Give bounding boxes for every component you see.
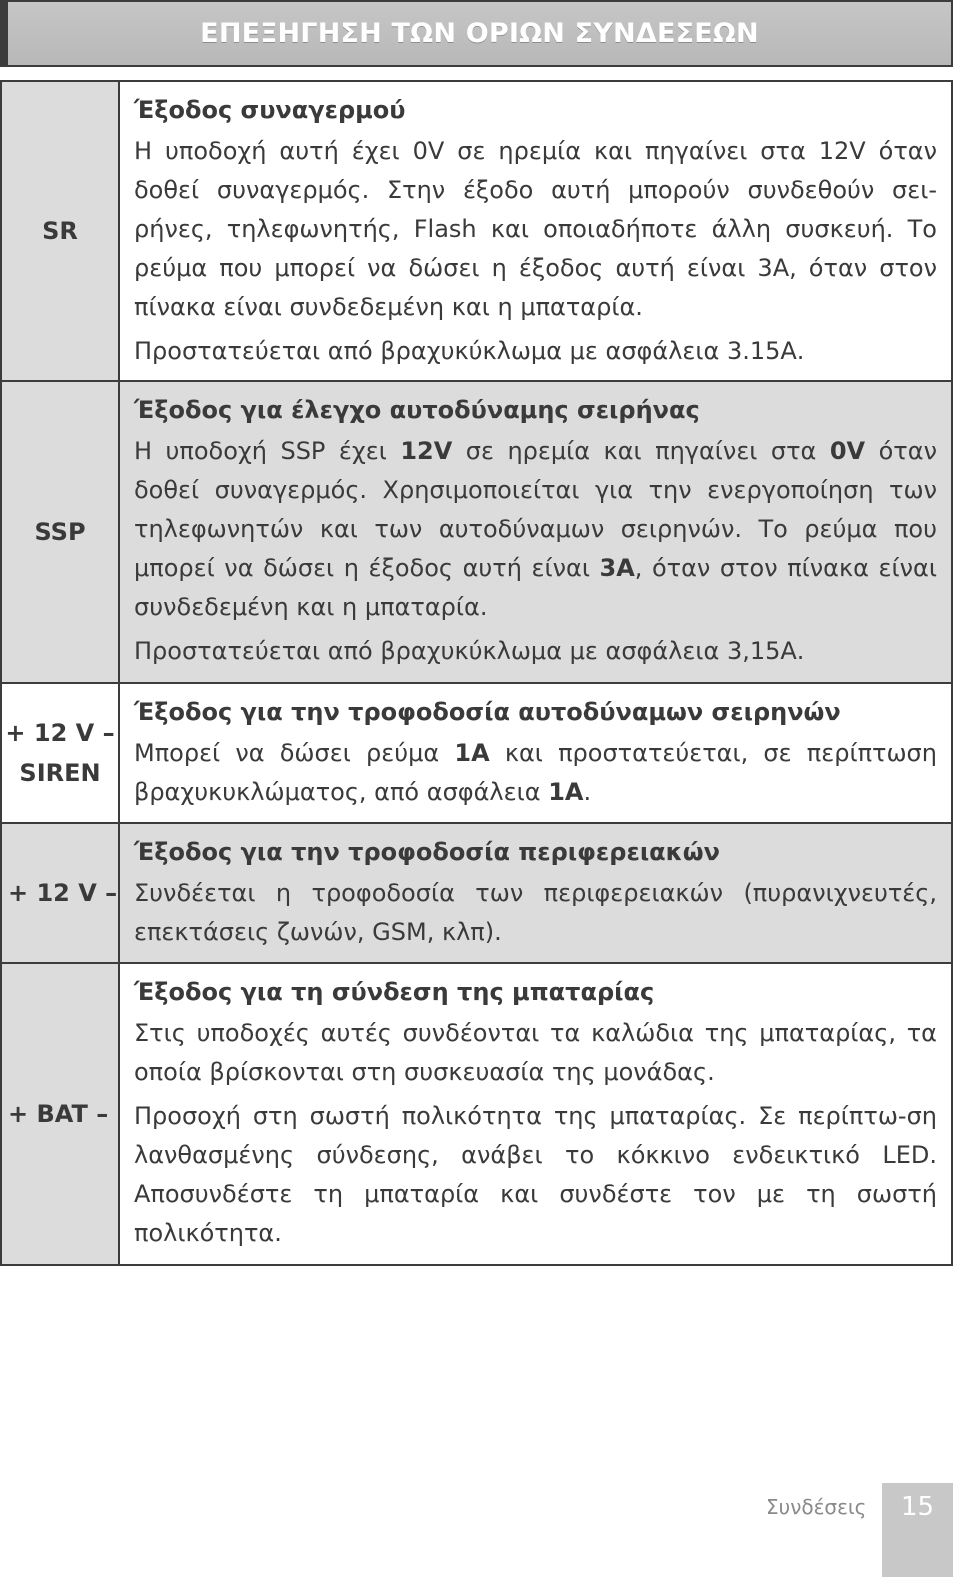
page-title: ΕΠΕΞΗΓΗΣΗ ΤΩΝ ΟΡΙΩΝ ΣΥΝΔΕΣΕΩΝ <box>200 18 759 49</box>
section-title: Έξοδος συναγερμού <box>134 96 406 124</box>
terminal-label-text: SSP <box>34 518 86 546</box>
text-bold: 3Α <box>599 554 635 582</box>
connections-table <box>0 80 953 1266</box>
terminal-label <box>2 824 120 962</box>
section-title: Έξοδος για τη σύνδεση της μπαταρίας <box>134 978 655 1006</box>
terminal-label <box>2 82 120 380</box>
table-row-bat <box>2 964 951 1264</box>
section-title: Έξοδος για την τροφοδοσία αυτοδύναμων σειρηνών <box>134 698 841 726</box>
text-bold: 1Α <box>548 778 584 806</box>
table-row-ssp <box>2 382 951 684</box>
text-run: όταν δοθεί συναγερμός. Χρησιμοποιείται για την ενεργοποίηση των τηλεφωνητών και των αυτοδύναμων σειρηνών. Το ρεύμα που μπορεί να δώσει η έξοδος αυτή είναι <box>134 437 937 582</box>
row-description <box>120 82 951 380</box>
text-run: , όταν στον πίνακα είναι συνδεδεμένη και η μπαταρία. <box>134 554 937 621</box>
terminal-label-text: SR <box>42 217 78 245</box>
page-number-box <box>882 1483 953 1577</box>
table-row-12v-siren <box>2 684 951 824</box>
terminal-label <box>2 964 120 1264</box>
protection-note: Προστατεύεται από βραχυκύκλωμα με ασφάλεια 3.15Α. <box>134 337 805 365</box>
text-bold: 0V <box>829 437 866 465</box>
table-row-12v <box>2 824 951 964</box>
text-run: και προστατεύεται, σε περίπτωση βραχυκυκλώματος, από ασφάλεια <box>134 739 937 806</box>
row-description <box>120 684 951 822</box>
text-run: σε ηρεμία και πηγαίνει στα <box>452 437 830 465</box>
footer-section-name: Συνδέσεις <box>766 1495 867 1519</box>
table-row-sr <box>2 82 951 382</box>
text-run: . <box>583 778 592 806</box>
row-description <box>120 824 951 962</box>
description-paragraph <box>134 432 937 627</box>
text-bold: 1Α <box>454 739 490 767</box>
description-paragraph: Συνδέεται η τροφοδοσία των περιφερειακών (πυρανιχνευτές, επεκτάσεις ζωνών, GSM, κλπ). <box>134 879 937 946</box>
terminal-label <box>2 684 120 822</box>
terminal-label-text: + 12 V – <box>8 879 118 907</box>
terminal-label-text: + BAT – <box>8 1100 109 1128</box>
description-paragraph <box>134 734 937 812</box>
description-paragraph: Στις υποδοχές αυτές συνδέονται τα καλώδια της μπαταρίας, τα οποία βρίσκονται στη συσκευασία της μονάδας. <box>134 1019 937 1086</box>
section-title: Έξοδος για την τροφοδοσία περιφερειακών <box>134 838 720 866</box>
page-header <box>0 0 953 67</box>
protection-note: Προστατεύεται από βραχυκύκλωμα με ασφάλεια 3,15Α. <box>134 637 805 665</box>
page-number: 15 <box>900 1492 935 1522</box>
warning-paragraph: Προσοχή στη σωστή πολικότητα της μπαταρίας. Σε περίπτω-ση λανθασμένης σύνδεσης, ανάβει το κόκκινο ενδεικτικό LED. Αποσυνδέστε τη μπαταρία και συνδέστε τον με τη σωστή πολικότητα. <box>134 1102 937 1247</box>
terminal-label-text: + 12 V – SIREN <box>5 719 115 787</box>
text-run: Η υποδοχή SSP έχει <box>134 437 401 465</box>
text-run: Μπορεί να δώσει ρεύμα <box>134 739 455 767</box>
text-bold: 12V <box>400 437 453 465</box>
section-title: Έξοδος για έλεγχο αυτοδύναμης σειρήνας <box>134 396 700 424</box>
terminal-label <box>2 382 120 682</box>
description-paragraph: Η υποδοχή αυτή έχει 0V σε ηρεμία και πηγαίνει στα 12V όταν δοθεί συναγερμός. Στην έξοδο αυτή μπορούν συνδεθούν σει-ρήνες, τηλεφωνητής, Flash και οποιαδήποτε άλλη συσκευή. Το ρεύμα που μπορεί να δώσει η έξοδος αυτή είναι 3Α, όταν στον πίνακα είναι συνδεδεμένη και η μπαταρία. <box>134 137 937 321</box>
row-description <box>120 382 951 682</box>
row-description <box>120 964 951 1264</box>
